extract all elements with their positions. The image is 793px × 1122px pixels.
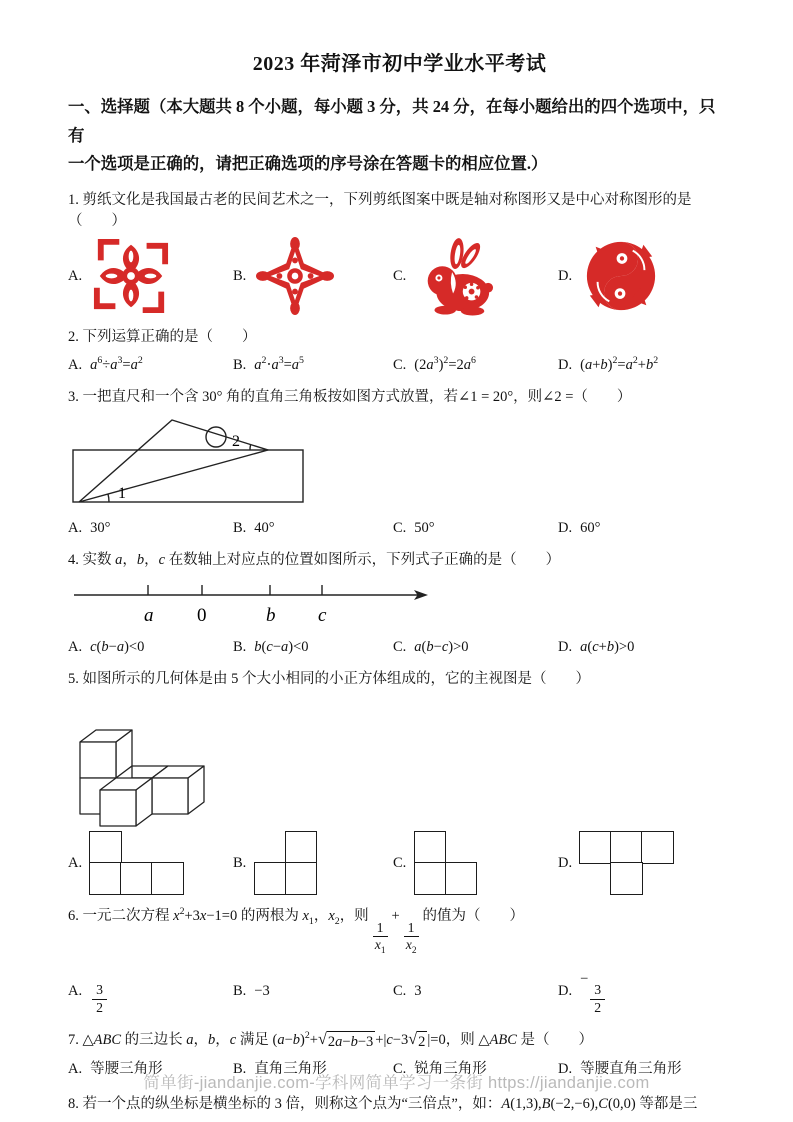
stem-formula: a，b，c (186, 1032, 237, 1049)
q6-option-c (393, 981, 558, 1002)
section-header-line-1: 一、选择题（本大题共 8 个小题，每小题 3 分，共 24 分，在每小题给出的四个选项中，只有 (68, 97, 716, 145)
option-formula: $a^2\cdot a^3=a^5$ (254, 355, 304, 373)
angle-2-label: 2 (232, 433, 240, 451)
option-label: D. (558, 639, 573, 656)
option-formula: $(2a^3)^2=2a^6$ (414, 355, 476, 373)
stem-formula: $(a-b)^2+$ (272, 1030, 318, 1049)
stem-formula: A(1,3),B(−2,−6),C(0,0) (501, 1096, 636, 1113)
option-label: B. (233, 854, 247, 871)
option-label: D. (558, 854, 573, 871)
q1-option-a (68, 236, 233, 316)
stem-formula: $x_2$ (328, 907, 340, 927)
stem-formula: △ABC (478, 1032, 517, 1049)
q1-option-d (558, 236, 731, 316)
option-label: B. (233, 267, 247, 284)
question-6-stem (68, 905, 731, 957)
radical: √ 2 (408, 1031, 427, 1053)
option-text: 等腰三角形 (90, 1061, 163, 1078)
section-header (68, 93, 731, 179)
option-text: 锐角三角形 (414, 1061, 487, 1078)
option-text: 直角三角形 (254, 1061, 327, 1078)
question-7-stem (68, 1029, 731, 1053)
option-label: B. (233, 520, 247, 537)
q3-option-c (393, 518, 558, 539)
option-text: 60° (580, 520, 601, 537)
q2-option-c (393, 354, 558, 376)
option-label: C. (393, 267, 407, 284)
q4-option-a (68, 637, 233, 658)
q1-option-b (233, 236, 393, 316)
q2-option-a (68, 354, 233, 376)
axis-label-c: c (318, 605, 327, 627)
option-label: C. (393, 983, 407, 1000)
option-label: A. (68, 983, 83, 1000)
option-text: 50° (414, 520, 435, 537)
stem-text: 6. 一元二次方程 (68, 907, 174, 924)
option-value: − $\frac{3}{2}$ (580, 969, 607, 1016)
option-label: A. (68, 356, 83, 373)
stem-text: ， (313, 907, 329, 924)
q5-option-b (233, 832, 393, 894)
stem-formula: △ABC (82, 1032, 122, 1049)
stem-text: + (391, 907, 400, 924)
angle-1-label: 1 (118, 485, 126, 503)
question-8-stem (68, 1094, 731, 1115)
option-label: B. (233, 1061, 247, 1078)
option-formula: $a^6\div a^3=a^2$ (90, 355, 143, 373)
stem-text: 满足 (236, 1032, 273, 1049)
q2-option-d (558, 354, 731, 376)
q3-option-b (233, 518, 393, 539)
question-2-options (68, 354, 731, 376)
option-label: A. (68, 1061, 83, 1078)
number-line-figure (70, 579, 450, 631)
watermark-footer: 简单街-jiandanjie.com-学科网简单学习一条街 https://jiandanjie.com (143, 1074, 650, 1093)
option-label: D. (558, 267, 573, 284)
question-5-stem: 5. 如图所示的几何体是由 5 个大小相同的小正方体组成的，它的主视图是（ ） (68, 671, 590, 688)
option-label: B. (233, 356, 247, 373)
option-label: D. (558, 520, 573, 537)
stem-formula: $x^2+3x-1=0$ (173, 906, 238, 924)
option-formula: c(b−a)<0 (90, 639, 145, 656)
option-value: $\frac{3}{2}$ (90, 969, 109, 1016)
question-4-options (68, 637, 731, 658)
option-label: A. (68, 520, 83, 537)
view-shape-d (580, 832, 673, 894)
option-label: C. (393, 356, 407, 373)
axis-label-b: b (266, 605, 276, 627)
radical: √ 2a−b−3 (318, 1031, 375, 1053)
stem-formula: |=0，则 (427, 1032, 479, 1049)
view-shape-c (414, 832, 476, 894)
option-label: C. (393, 1061, 407, 1078)
stem-text: 8. 若一个点的纵坐标是横坐标的 3 倍，则称这个点为“三倍点”，如： (68, 1096, 502, 1113)
view-shape-b (254, 832, 316, 894)
q5-option-d (558, 832, 731, 894)
option-label: A. (68, 639, 83, 656)
star-papercut-icon (256, 236, 334, 316)
stem-formula: +|c−3 (375, 1032, 409, 1049)
question-1-options (68, 236, 731, 316)
q2-option-b (233, 354, 393, 376)
question-2-stem: 2. 下列运算正确的是（ ） (68, 329, 257, 346)
question-5-options (68, 832, 731, 894)
page-title: 2023 年菏泽市初中学业水平考试 (252, 53, 547, 75)
q5-option-c (393, 832, 558, 894)
double-fish-papercut-icon (582, 236, 660, 316)
view-shape-a (90, 832, 183, 894)
axis-label-0: 0 (197, 605, 207, 627)
option-label: D. (558, 983, 573, 1000)
q3-option-d (558, 518, 731, 539)
option-label: D. (558, 356, 573, 373)
option-label: C. (393, 520, 407, 537)
stem-text: 的两根为 (237, 907, 303, 924)
butterfly-papercut-icon (92, 236, 170, 316)
rabbit-papercut-icon (416, 236, 494, 316)
option-formula: b(c−a)<0 (254, 639, 309, 656)
stem-text: 的值为（ ） (422, 907, 524, 924)
question-1-stem: 1. 剪纸文化是我国最古老的民间艺术之一，下列剪纸图案中既是轴对称图形又是中心对称图形的是（ ） (68, 192, 692, 230)
q4-option-b (233, 637, 393, 658)
option-label: C. (393, 854, 407, 871)
option-label: B. (233, 983, 247, 1000)
option-value: −3 (254, 983, 270, 1000)
option-label: D. (558, 1061, 573, 1078)
question-3-stem: 3. 一把直尺和一个含 30° 角的直角三角板按如图方式放置，若∠1 = 20°，则∠2 =（ ） (68, 389, 632, 405)
question-3-options (68, 518, 731, 539)
fraction: $\frac{1}{x_1}$ (371, 921, 390, 957)
q6-option-a (68, 969, 233, 1016)
q1-option-c (393, 236, 558, 316)
q4-option-c (393, 637, 558, 658)
option-formula: $(a+b)^2=a^2+b^2$ (580, 355, 659, 373)
option-label: A. (68, 854, 83, 871)
option-label: C. (393, 639, 407, 656)
stem-text: 的三边长 (121, 1032, 187, 1049)
option-formula: a(b−c)>0 (414, 639, 469, 656)
option-value: 3 (414, 983, 422, 1000)
ruler-triangle-figure (70, 416, 320, 512)
q6-option-d (558, 969, 731, 1016)
stem-text: 7. (68, 1032, 83, 1049)
q4-option-d (558, 637, 731, 658)
stem-text: ，则 (339, 907, 369, 924)
stem-formula: $x_1$ (302, 907, 314, 927)
question-4-stem: 4. 实数 a，b，c 在数轴上对应点的位置如图所示，下列式子正确的是（ ） (68, 552, 561, 569)
option-formula: a(c+b)>0 (580, 639, 635, 656)
cube-solid-figure (70, 698, 270, 830)
q3-option-a (68, 518, 233, 539)
option-label: A. (68, 267, 83, 284)
section-header-line-2: 一个选项是正确的，请把正确选项的序号涂在答题卡的相应位置.） (68, 154, 548, 174)
q6-option-b (233, 981, 393, 1002)
option-text: 等腰直角三角形 (580, 1061, 682, 1078)
stem-text: 是（ ） (516, 1032, 594, 1049)
q5-option-a (68, 832, 233, 894)
axis-label-a: a (144, 605, 154, 627)
option-text: 40° (254, 520, 275, 537)
question-6-options (68, 969, 731, 1016)
stem-text: 等都是三 (635, 1096, 698, 1113)
option-label: B. (233, 639, 247, 656)
fraction: $\frac{1}{x_2}$ (402, 921, 421, 957)
option-text: 30° (90, 520, 111, 537)
